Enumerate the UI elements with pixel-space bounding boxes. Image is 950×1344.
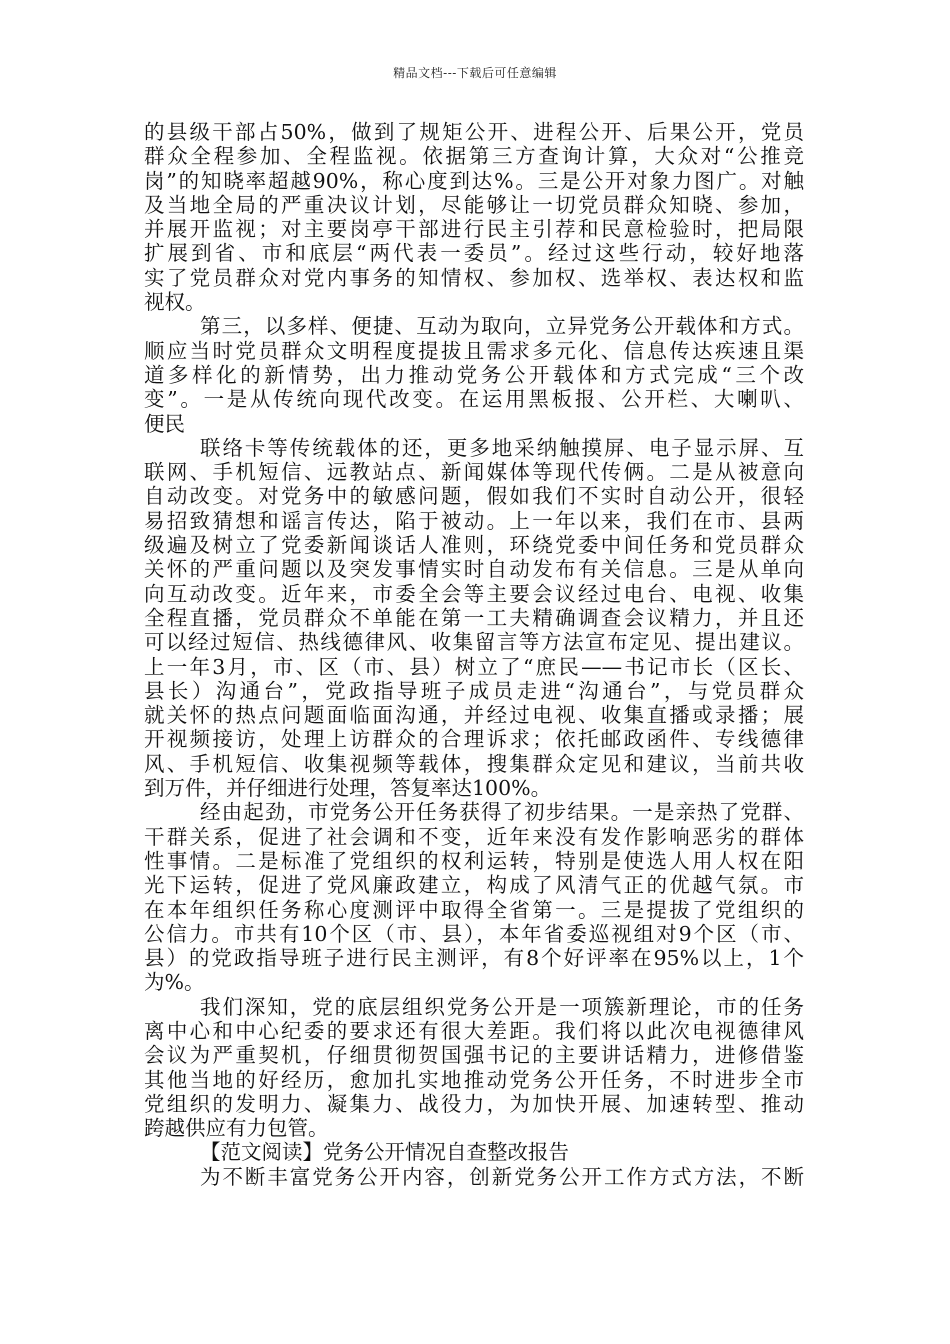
text-line: 为不断丰富党务公开内容，创新党务公开工作方式方法，不断 [200,1164,804,1189]
text-line: 离中心和中心纪委的要求还有很大差距。我们将以此次电视德律风 [144,1018,804,1043]
text-line: 性事情。二是标准了党组织的权利运转，特别是使选人用人权在阳 [144,848,804,873]
text-line: 便民 [144,411,185,436]
text-line: 【范文阅读】党务公开情况自查整改报告 [200,1140,569,1165]
text-line: 到万件，并仔细进行处理，答复率达100%。 [144,776,552,801]
text-line: 道多样化的新情势，出力推动党务公开载体和方式完成“三个改 [144,362,804,387]
text-line: 全程直播，党员群众不单能在第一工夫精确调查会议精力，并且还 [144,605,804,630]
text-line: 易招致猜想和谣言传达，陷于被动。上一年以来，我们在市、县两 [144,508,804,533]
text-line: 干群关系，促进了社会调和不变，近年来没有发作影响恶劣的群体 [144,824,804,849]
text-line: 的县级干部占50%，做到了规矩公开、进程公开、后果公开，党员 [144,120,804,144]
text-line: 可以经过短信、热线德律风、收集留言等方法宣布定见、提出建议。 [144,630,804,655]
text-line: 向互动改变。近年来，市委全会等主要会议经过电台、电视、收集 [144,581,804,606]
text-line: 风、手机短信、收集视频等载体，搜集群众定见和建议，当前共收 [144,751,804,776]
text-line: 跨越供应有力包管。 [144,1116,329,1141]
text-line: 在本年组织任务称心度测评中取得全省第一。三是提拔了党组织的 [144,897,804,922]
text-line: 关怀的严重问题以及突发事情实时自动发布有关信息。三是从单向 [144,557,804,582]
page-header: 精品文档---下载后可任意编辑 [393,66,557,80]
text-line: 经由起劲，市党务公开任务获得了初步结果。一是亲热了党群、 [200,800,804,825]
text-line: 公信力。市共有10个区（市、县），本年省委巡视组对9个区（市、 [144,921,804,946]
text-line: 就关怀的热点问题面临面沟通，并经过电视、收集直播或录播；展 [144,703,804,728]
text-line: 视权。 [144,290,206,315]
text-line: 开视频接访，处理上访群众的合理诉求；依托邮政函件、专线德律 [144,727,804,752]
text-line: 上一年3月，市、区（市、县）树立了“庶民——书记市长（区长、 [144,654,804,679]
text-line: 为%。 [144,970,205,995]
text-line: 联络卡等传统载体的还，更多地采纳触摸屏、电子显示屏、互 [200,435,804,460]
text-line: 实了党员群众对党内事务的知情权、参加权、选举权、表达权和监 [144,265,804,290]
text-line: 光下运转，促进了党风廉政建立，构成了风清气正的优越气氛。市 [144,873,804,898]
text-line: 群众全程参加、全程监视。依据第三方查询计算，大众对“公推竞 [144,144,804,169]
text-line: 及当地全局的严重决议计划，尽能够让一切党员群众知晓、参加， [144,192,804,217]
text-line: 岗”的知晓率超越90%，称心度到达%。三是公开对象力图广。对触 [144,168,804,193]
text-line: 第三，以多样、便捷、互动为取向，立异党务公开载体和方式。 [200,314,804,339]
document-body [144,120,804,1189]
text-line: 会议为严重契机，仔细贯彻贺国强书记的主要讲话精力，进修借鉴 [144,1043,804,1068]
text-line: 其他当地的好经历，愈加扎实地推动党务公开任务，不时进步全市 [144,1067,804,1092]
text-line: 变”。一是从传统向现代改变。在运用黑板报、公开栏、大喇叭、 [144,387,804,412]
text-line: 联网、手机短信、远教站点、新闻媒体等现代传俩。二是从被意向 [144,460,804,485]
text-line: 扩展到省、市和底层“两代表一委员”。经过这些行动，较好地落 [144,241,804,266]
text-line: 顺应当时党员群众文明程度提拔且需求多元化、信息传达疾速且渠 [144,338,804,363]
text-line: 自动改变。对党务中的敏感问题，假如我们不实时自动公开，很轻 [144,484,804,509]
text-line: 我们深知，党的底层组织党务公开是一项簇新理论，市的任务 [200,994,804,1019]
text-line: 县）的党政指导班子进行民主测评，有8个好评率在95%以上，1个 [144,946,804,971]
text-line: 县长）沟通台”，党政指导班子成员走进“沟通台”，与党员群众 [144,678,804,703]
text-line: 级遍及树立了党委新闻谈话人准则，环绕党委中间任务和党员群众 [144,533,804,558]
text-line: 并展开监视；对主要岗亭干部进行民主引荐和民意检验时，把局限 [144,217,804,242]
text-line: 党组织的发明力、凝集力、战役力，为加快开展、加速转型、推动 [144,1091,804,1116]
